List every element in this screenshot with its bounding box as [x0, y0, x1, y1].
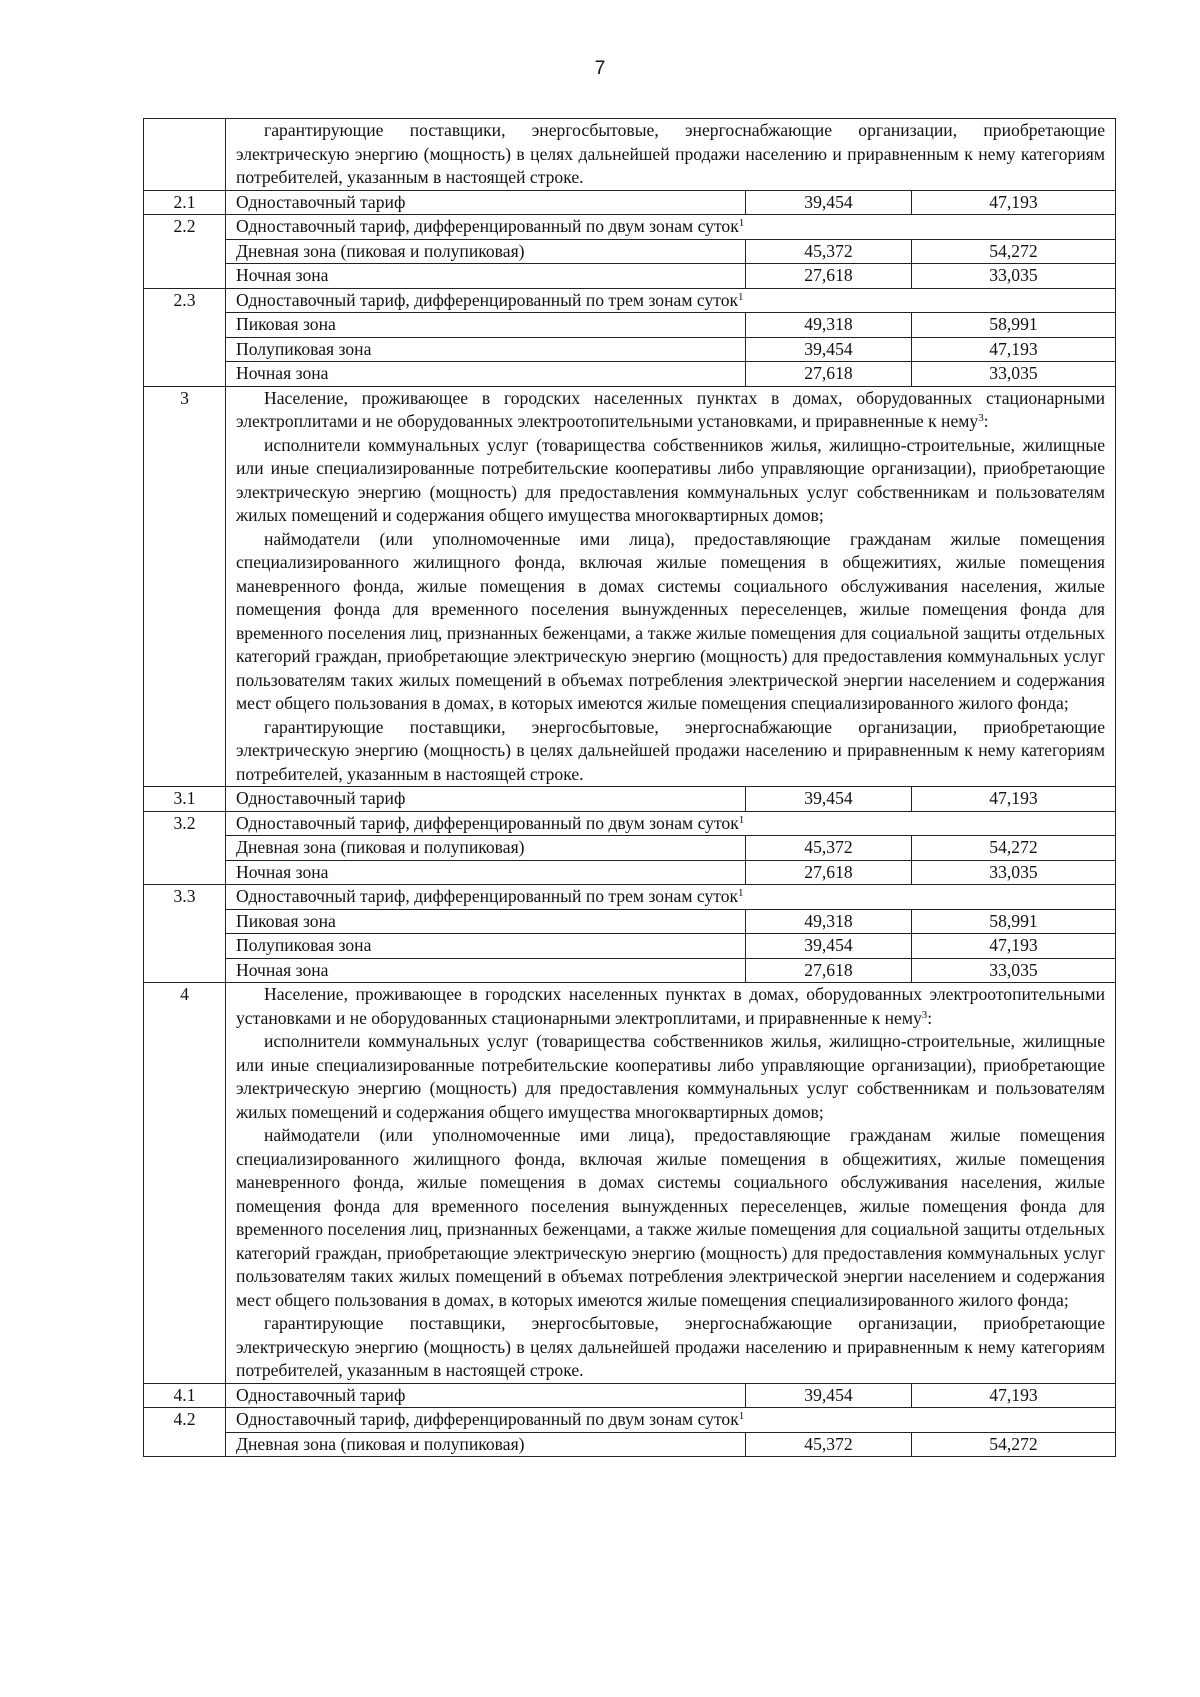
tariff-label: Ночная зона [226, 362, 746, 387]
tariff-value-1: 39,454 [746, 337, 912, 362]
tariff-group-text: Одноставочный тариф, дифференцированный по трем зонам суток [236, 289, 739, 310]
row-description-cell [226, 386, 1116, 787]
row-number: 3.2 [144, 811, 226, 885]
tariff-label: Полупиковая зона [226, 934, 746, 959]
tariff-value-1: 27,618 [746, 264, 912, 289]
table-row [144, 983, 1116, 1384]
tariff-value-1: 39,454 [746, 787, 912, 812]
tariff-value-2: 58,991 [912, 909, 1116, 934]
tariff-value-2: 47,193 [912, 934, 1116, 959]
tariff-label: Пиковая зона [226, 313, 746, 338]
paragraph-text: Население, проживающее в городских населенных пунктах в домах, оборудованных электроотопительными установками и не оборудованных стационарными электроплитами, и приравненные к нему [236, 984, 1105, 1028]
table-row [144, 811, 1116, 836]
row-number: 3.3 [144, 885, 226, 983]
tariff-value-2: 33,035 [912, 860, 1116, 885]
footnote-mark: 1 [738, 1410, 745, 1422]
row-description-cell [226, 983, 1116, 1384]
table-row [144, 958, 1116, 983]
tariff-value-2: 33,035 [912, 958, 1116, 983]
tariff-value-2: 33,035 [912, 362, 1116, 387]
tariff-value-2: 54,272 [912, 836, 1116, 861]
tariff-label: Ночная зона [226, 958, 746, 983]
row-number: 2.1 [144, 190, 226, 215]
paragraph: исполнители коммунальных услуг (товарищества собственников жилья, жилищно-строительные, жилищные или иные специализированные потребительские кооперативы либо управляющие организации), приобретающие электрическую энергию (мощность) для предоставления коммунальных услуг собственникам и пользователям жилых помещений и содержания общего имущества многоквартирных домов; [236, 434, 1105, 525]
tariff-value-2: 54,272 [912, 1432, 1116, 1457]
row-number: 2.3 [144, 288, 226, 386]
tariff-label: Полупиковая зона [226, 337, 746, 362]
table-row [144, 386, 1116, 787]
page-number: 7 [594, 58, 606, 79]
tariff-table [143, 118, 1116, 1457]
tariff-label: Одноставочный тариф [226, 787, 746, 812]
table-row [144, 362, 1116, 387]
tariff-label: Ночная зона [226, 860, 746, 885]
tariff-group-label [226, 885, 1116, 910]
tariff-value-2: 54,272 [912, 239, 1116, 264]
tariff-value-1: 45,372 [746, 1432, 912, 1457]
table-row [144, 1432, 1116, 1457]
paragraph: гарантирующие поставщики, энергосбытовые, энергоснабжающие организации, приобретающие электрическую энергию (мощность) в целях дальнейшей продажи населению и приравненным к нему категориям потребителей, указанным в настоящей строке. [236, 1313, 1105, 1380]
tariff-value-1: 39,454 [746, 190, 912, 215]
tariff-group-label [226, 288, 1116, 313]
tariff-value-1: 39,454 [746, 1383, 912, 1408]
tariff-value-1: 49,318 [746, 909, 912, 934]
table-row [144, 215, 1116, 240]
tariff-value-1: 49,318 [746, 313, 912, 338]
table-row [144, 1383, 1116, 1408]
tariff-label: Пиковая зона [226, 909, 746, 934]
tariff-value-2: 47,193 [912, 787, 1116, 812]
paragraph [236, 983, 1105, 1030]
tariff-value-1: 27,618 [746, 958, 912, 983]
row-number: 4 [144, 983, 226, 1384]
table-row [144, 860, 1116, 885]
row-number: 3 [144, 386, 226, 787]
table-row [144, 1408, 1116, 1433]
paragraph: наймодатели (или уполномоченные ими лица), предоставляющие гражданам жилые помещения специализированного жилищного фонда, включая жилые помещения в общежитиях, жилые помещения маневренного фонда, жилые помещения в домах системы социального обслуживания населения, жилые помещения фонда для временного поселения вынужденных переселенцев, жилые помещения фонда для временного поселения лиц, признанных беженцами, а также жилые помещения для социальной защиты отдельных категорий граждан, приобретающие электрическую энергию (мощность) для предоставления коммунальных услуг пользователям таких жилых помещений в объемах потребления электрической энергии населением и содержания мест общего пользования в домах, в которых имеются жилые помещения специализированного жилого фонда; [236, 528, 1105, 713]
table-row [144, 337, 1116, 362]
tariff-label: Ночная зона [226, 264, 746, 289]
footnote-mark: 3 [978, 412, 984, 424]
row-number-cell [144, 119, 226, 191]
row-number: 2.2 [144, 215, 226, 289]
tariff-label: Дневная зона (пиковая и полупиковая) [226, 239, 746, 264]
paragraph: наймодатели (или уполномоченные ими лица), предоставляющие гражданам жилые помещения специализированного жилищного фонда, включая жилые помещения в общежитиях, жилые помещения маневренного фонда, жилые помещения в домах системы социального обслуживания населения, жилые помещения фонда для временного поселения вынужденных переселенцев, жилые помещения фонда для временного поселения лиц, признанных беженцами, а также жилые помещения для социальной защиты отдельных категорий граждан, приобретающие электрическую энергию (мощность) для предоставления коммунальных услуг пользователям таких жилых помещений в объемах потребления электрической энергии населением и содержания мест общего пользования в домах, в которых имеются жилые помещения специализированного жилого фонда; [236, 1125, 1105, 1310]
footnote-mark: 1 [738, 813, 745, 826]
tariff-value-2: 47,193 [912, 190, 1116, 215]
tariff-value-2: 58,991 [912, 313, 1116, 338]
tariff-value-2: 47,193 [912, 337, 1116, 362]
footnote-mark: 1 [738, 290, 744, 303]
tariff-value-1: 45,372 [746, 836, 912, 861]
table-row [144, 934, 1116, 959]
tariff-value-1: 39,454 [746, 934, 912, 959]
tariff-label: Одноставочный тариф [226, 190, 746, 215]
paragraph: гарантирующие поставщики, энергосбытовые, энергоснабжающие организации, приобретающие электрическую энергию (мощность) в целях дальнейшей продажи населению и приравненным к нему категориям потребителей, указанным в настоящей строке. [236, 716, 1105, 784]
table-row [144, 836, 1116, 861]
tariff-group-text: Одноставочный тариф, дифференцированный по двум зонам суток [236, 1409, 739, 1429]
paragraph-text: Население, проживающее в городских населенных пунктах в домах, оборудованных стационарными электроплитами и не оборудованных электроотопительными установками, и приравненные к нему [236, 387, 1105, 431]
row-description-cell [226, 119, 1116, 191]
row-number: 3.1 [144, 787, 226, 812]
tariff-label: Дневная зона (пиковая и полупиковая) [226, 836, 746, 861]
tariff-label: Одноставочный тариф [226, 1383, 746, 1408]
paragraph: гарантирующие поставщики, энергосбытовые, энергоснабжающие организации, приобретающие электрическую энергию (мощность) в целях дальнейшей продажи населению и приравненным к нему категориям потребителей, указанным в настоящей строке. [236, 120, 1105, 187]
tariff-value-2: 33,035 [912, 264, 1116, 289]
table-row [144, 787, 1116, 812]
tariff-value-1: 27,618 [746, 362, 912, 387]
table-row [144, 190, 1116, 215]
table-row [144, 885, 1116, 910]
footnote-mark: 1 [738, 887, 744, 899]
paragraph-end: : [927, 1007, 933, 1028]
paragraph-end: : [983, 411, 989, 431]
tariff-group-label [226, 811, 1116, 836]
tariff-group-label [226, 1408, 1116, 1433]
tariff-value-1: 45,372 [746, 239, 912, 264]
tariff-group-label [226, 215, 1116, 240]
row-number: 4.1 [144, 1383, 226, 1408]
table-row [144, 239, 1116, 264]
tariff-group-text: Одноставочный тариф, дифференцированный по двум зонам суток [236, 216, 739, 236]
table-row [144, 119, 1116, 191]
table-row [144, 909, 1116, 934]
table-row [144, 288, 1116, 313]
tariff-label: Дневная зона (пиковая и полупиковая) [226, 1432, 746, 1457]
row-number: 4.2 [144, 1408, 226, 1457]
paragraph: исполнители коммунальных услуг (товарищества собственников жилья, жилищно-строительные, жилищные или иные специализированные потребительские кооперативы либо управляющие организации), приобретающие электрическую энергию (мощность) для предоставления коммунальных услуг собственникам и пользователям жилых помещений и содержания общего имущества многоквартирных домов; [236, 1031, 1105, 1122]
table-row [144, 313, 1116, 338]
footnote-mark: 3 [921, 1008, 928, 1021]
table-row [144, 264, 1116, 289]
footnote-mark: 1 [738, 217, 745, 229]
tariff-value-2: 47,193 [912, 1383, 1116, 1408]
tariff-group-text: Одноставочный тариф, дифференцированный по двум зонам суток [236, 812, 739, 833]
paragraph [236, 387, 1105, 434]
tariff-value-1: 27,618 [746, 860, 912, 885]
tariff-group-text: Одноставочный тариф, дифференцированный по трем зонам суток [236, 886, 739, 906]
